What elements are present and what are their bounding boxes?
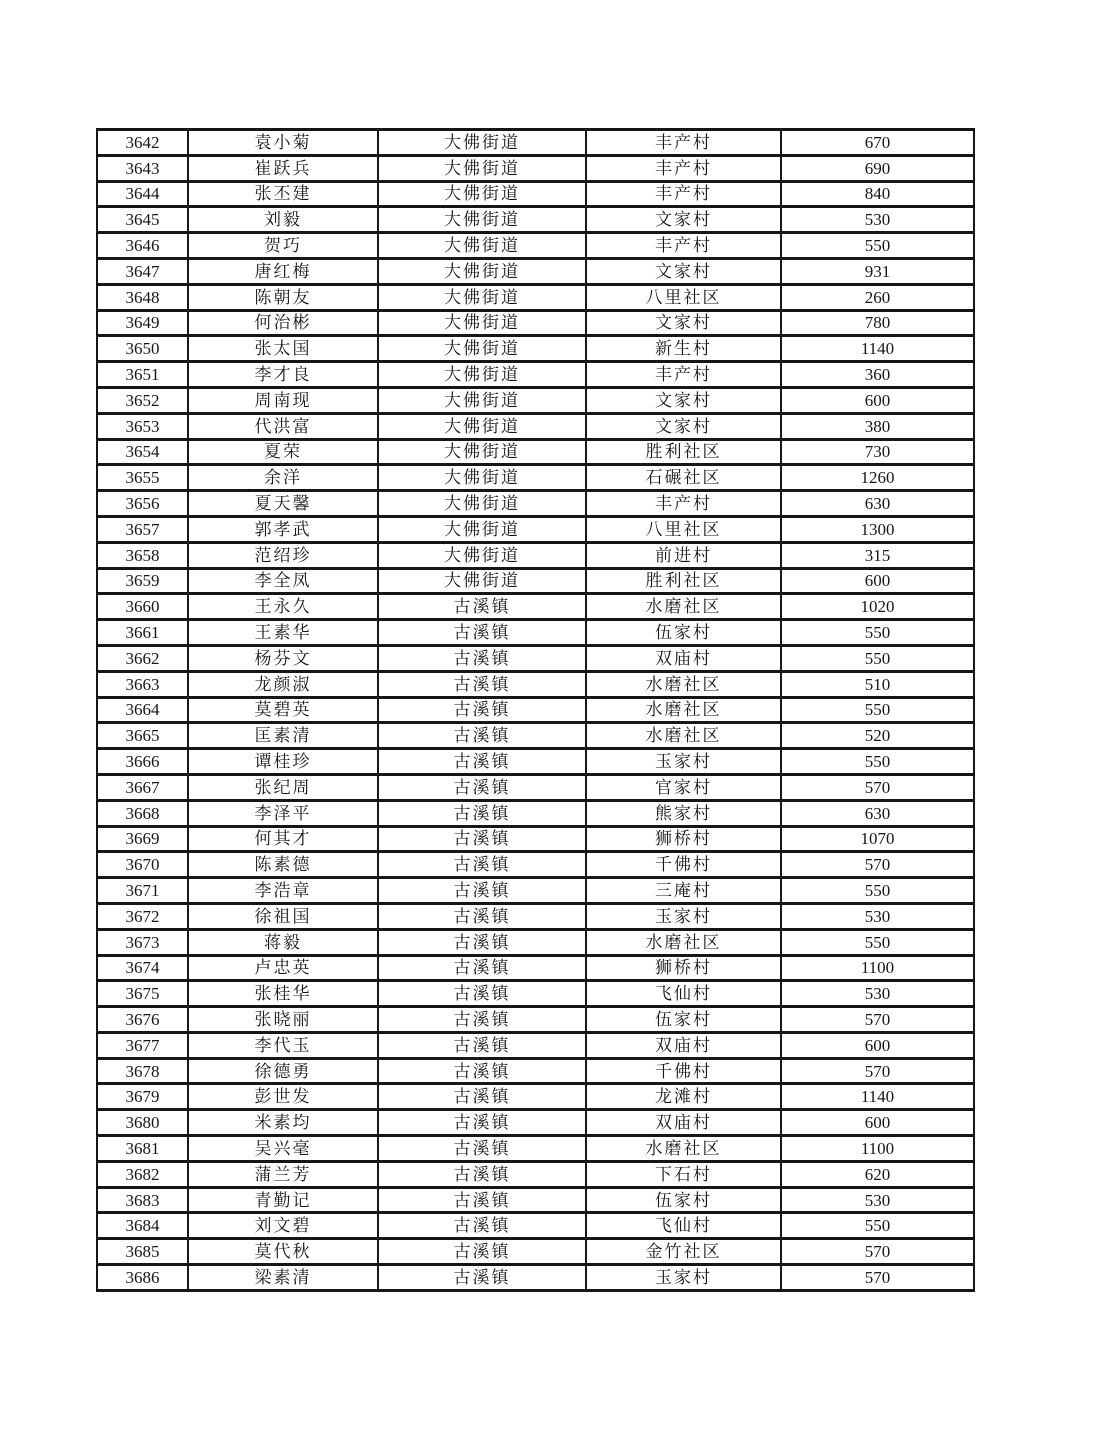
village-cell: 飞仙村 bbox=[586, 1213, 781, 1239]
amount-cell: 550 bbox=[781, 697, 974, 723]
amount-cell: 1020 bbox=[781, 594, 974, 620]
serial-cell: 3651 bbox=[97, 362, 188, 388]
village-cell: 水磨社区 bbox=[586, 594, 781, 620]
table-row bbox=[97, 233, 974, 259]
table-row bbox=[97, 284, 974, 310]
township-cell: 古溪镇 bbox=[378, 955, 586, 981]
village-cell: 伍家村 bbox=[586, 620, 781, 646]
table-row bbox=[97, 568, 974, 594]
person-name-cell: 徐德勇 bbox=[188, 1058, 378, 1084]
amount-cell: 1300 bbox=[781, 516, 974, 542]
person-name-cell: 李代玉 bbox=[188, 1032, 378, 1058]
amount-cell: 530 bbox=[781, 903, 974, 929]
serial-cell: 3664 bbox=[97, 697, 188, 723]
serial-cell: 3678 bbox=[97, 1058, 188, 1084]
table-row bbox=[97, 800, 974, 826]
amount-cell: 620 bbox=[781, 1161, 974, 1187]
table-row bbox=[97, 981, 974, 1007]
serial-cell: 3680 bbox=[97, 1110, 188, 1136]
person-name-cell: 何其才 bbox=[188, 826, 378, 852]
amount-cell: 570 bbox=[781, 1239, 974, 1265]
table-row bbox=[97, 1084, 974, 1110]
township-cell: 古溪镇 bbox=[378, 774, 586, 800]
table-row bbox=[97, 439, 974, 465]
serial-cell: 3674 bbox=[97, 955, 188, 981]
table-row bbox=[97, 362, 974, 388]
township-cell: 古溪镇 bbox=[378, 1084, 586, 1110]
serial-cell: 3650 bbox=[97, 336, 188, 362]
township-cell: 古溪镇 bbox=[378, 1161, 586, 1187]
village-cell: 水磨社区 bbox=[586, 671, 781, 697]
amount-cell: 550 bbox=[781, 645, 974, 671]
person-name-cell: 崔跃兵 bbox=[188, 155, 378, 181]
person-name-cell: 谭桂珍 bbox=[188, 749, 378, 775]
amount-cell: 1140 bbox=[781, 1084, 974, 1110]
table-row bbox=[97, 542, 974, 568]
person-name-cell: 张太国 bbox=[188, 336, 378, 362]
village-cell: 丰产村 bbox=[586, 233, 781, 259]
township-cell: 大佛街道 bbox=[378, 491, 586, 517]
village-cell: 丰产村 bbox=[586, 362, 781, 388]
serial-cell: 3671 bbox=[97, 878, 188, 904]
township-cell: 大佛街道 bbox=[378, 413, 586, 439]
person-name-cell: 张纪周 bbox=[188, 774, 378, 800]
table-row bbox=[97, 155, 974, 181]
village-cell: 三庵村 bbox=[586, 878, 781, 904]
amount-cell: 670 bbox=[781, 130, 974, 156]
amount-cell: 550 bbox=[781, 749, 974, 775]
township-cell: 大佛街道 bbox=[378, 181, 586, 207]
person-name-cell: 梁素清 bbox=[188, 1265, 378, 1291]
serial-cell: 3683 bbox=[97, 1187, 188, 1213]
table-row bbox=[97, 181, 974, 207]
village-cell: 玉家村 bbox=[586, 903, 781, 929]
amount-cell: 510 bbox=[781, 671, 974, 697]
person-name-cell: 吴兴毫 bbox=[188, 1136, 378, 1162]
amount-cell: 570 bbox=[781, 1265, 974, 1291]
person-name-cell: 郭孝武 bbox=[188, 516, 378, 542]
village-cell: 双庙村 bbox=[586, 1032, 781, 1058]
serial-cell: 3669 bbox=[97, 826, 188, 852]
village-cell: 文家村 bbox=[586, 387, 781, 413]
serial-cell: 3655 bbox=[97, 465, 188, 491]
village-cell: 狮桥村 bbox=[586, 826, 781, 852]
village-cell: 水磨社区 bbox=[586, 723, 781, 749]
serial-cell: 3643 bbox=[97, 155, 188, 181]
township-cell: 古溪镇 bbox=[378, 929, 586, 955]
township-cell: 大佛街道 bbox=[378, 336, 586, 362]
person-name-cell: 青勤记 bbox=[188, 1187, 378, 1213]
serial-cell: 3656 bbox=[97, 491, 188, 517]
person-name-cell: 夏天馨 bbox=[188, 491, 378, 517]
table-row bbox=[97, 878, 974, 904]
serial-cell: 3686 bbox=[97, 1265, 188, 1291]
amount-cell: 1260 bbox=[781, 465, 974, 491]
person-name-cell: 徐祖国 bbox=[188, 903, 378, 929]
township-cell: 古溪镇 bbox=[378, 1239, 586, 1265]
table-row bbox=[97, 594, 974, 620]
township-cell: 大佛街道 bbox=[378, 439, 586, 465]
serial-cell: 3676 bbox=[97, 1007, 188, 1033]
serial-cell: 3653 bbox=[97, 413, 188, 439]
table-row bbox=[97, 620, 974, 646]
table-row bbox=[97, 1213, 974, 1239]
village-cell: 千佛村 bbox=[586, 852, 781, 878]
table-row bbox=[97, 852, 974, 878]
township-cell: 古溪镇 bbox=[378, 1265, 586, 1291]
village-cell: 八里社区 bbox=[586, 284, 781, 310]
person-name-cell: 李浩章 bbox=[188, 878, 378, 904]
village-cell: 官家村 bbox=[586, 774, 781, 800]
village-cell: 丰产村 bbox=[586, 491, 781, 517]
serial-cell: 3645 bbox=[97, 207, 188, 233]
amount-cell: 1070 bbox=[781, 826, 974, 852]
table-row bbox=[97, 671, 974, 697]
township-cell: 古溪镇 bbox=[378, 1110, 586, 1136]
table-row bbox=[97, 749, 974, 775]
serial-cell: 3663 bbox=[97, 671, 188, 697]
table-row bbox=[97, 465, 974, 491]
person-name-cell: 夏荣 bbox=[188, 439, 378, 465]
table-row bbox=[97, 1187, 974, 1213]
table-row bbox=[97, 336, 974, 362]
village-cell: 下石村 bbox=[586, 1161, 781, 1187]
amount-cell: 570 bbox=[781, 852, 974, 878]
serial-cell: 3684 bbox=[97, 1213, 188, 1239]
table-row bbox=[97, 310, 974, 336]
township-cell: 大佛街道 bbox=[378, 207, 586, 233]
person-name-cell: 周南现 bbox=[188, 387, 378, 413]
person-name-cell: 张丕建 bbox=[188, 181, 378, 207]
village-cell: 胜利社区 bbox=[586, 568, 781, 594]
amount-cell: 570 bbox=[781, 1058, 974, 1084]
table-body bbox=[97, 130, 974, 1291]
serial-cell: 3648 bbox=[97, 284, 188, 310]
serial-cell: 3685 bbox=[97, 1239, 188, 1265]
serial-cell: 3681 bbox=[97, 1136, 188, 1162]
table-row bbox=[97, 929, 974, 955]
village-cell: 新生村 bbox=[586, 336, 781, 362]
township-cell: 大佛街道 bbox=[378, 465, 586, 491]
person-name-cell: 匡素清 bbox=[188, 723, 378, 749]
serial-cell: 3667 bbox=[97, 774, 188, 800]
township-cell: 大佛街道 bbox=[378, 542, 586, 568]
village-cell: 前进村 bbox=[586, 542, 781, 568]
amount-cell: 315 bbox=[781, 542, 974, 568]
township-cell: 古溪镇 bbox=[378, 1007, 586, 1033]
amount-cell: 600 bbox=[781, 568, 974, 594]
person-name-cell: 莫碧英 bbox=[188, 697, 378, 723]
township-cell: 大佛街道 bbox=[378, 362, 586, 388]
township-cell: 大佛街道 bbox=[378, 233, 586, 259]
serial-cell: 3652 bbox=[97, 387, 188, 413]
township-cell: 古溪镇 bbox=[378, 878, 586, 904]
person-name-cell: 刘毅 bbox=[188, 207, 378, 233]
person-name-cell: 蒋毅 bbox=[188, 929, 378, 955]
serial-cell: 3646 bbox=[97, 233, 188, 259]
township-cell: 古溪镇 bbox=[378, 1213, 586, 1239]
village-cell: 文家村 bbox=[586, 310, 781, 336]
amount-cell: 1140 bbox=[781, 336, 974, 362]
village-cell: 玉家村 bbox=[586, 749, 781, 775]
person-name-cell: 龙颜淑 bbox=[188, 671, 378, 697]
amount-cell: 730 bbox=[781, 439, 974, 465]
serial-cell: 3679 bbox=[97, 1084, 188, 1110]
table-row bbox=[97, 130, 974, 156]
village-cell: 丰产村 bbox=[586, 130, 781, 156]
person-name-cell: 余洋 bbox=[188, 465, 378, 491]
township-cell: 古溪镇 bbox=[378, 1187, 586, 1213]
table-row bbox=[97, 387, 974, 413]
table-row bbox=[97, 723, 974, 749]
amount-cell: 520 bbox=[781, 723, 974, 749]
person-name-cell: 何治彬 bbox=[188, 310, 378, 336]
village-cell: 文家村 bbox=[586, 413, 781, 439]
village-cell: 八里社区 bbox=[586, 516, 781, 542]
village-cell: 金竹社区 bbox=[586, 1239, 781, 1265]
township-cell: 大佛街道 bbox=[378, 258, 586, 284]
township-cell: 古溪镇 bbox=[378, 826, 586, 852]
township-cell: 古溪镇 bbox=[378, 981, 586, 1007]
serial-cell: 3654 bbox=[97, 439, 188, 465]
person-name-cell: 蒲兰芳 bbox=[188, 1161, 378, 1187]
township-cell: 大佛街道 bbox=[378, 568, 586, 594]
amount-cell: 600 bbox=[781, 1032, 974, 1058]
township-cell: 大佛街道 bbox=[378, 155, 586, 181]
serial-cell: 3672 bbox=[97, 903, 188, 929]
table-row bbox=[97, 516, 974, 542]
village-cell: 文家村 bbox=[586, 207, 781, 233]
serial-cell: 3662 bbox=[97, 645, 188, 671]
table-row bbox=[97, 697, 974, 723]
village-cell: 丰产村 bbox=[586, 155, 781, 181]
person-name-cell: 彭世发 bbox=[188, 1084, 378, 1110]
person-name-cell: 陈朝友 bbox=[188, 284, 378, 310]
amount-cell: 840 bbox=[781, 181, 974, 207]
township-cell: 古溪镇 bbox=[378, 800, 586, 826]
person-name-cell: 王素华 bbox=[188, 620, 378, 646]
table-row bbox=[97, 1161, 974, 1187]
amount-cell: 931 bbox=[781, 258, 974, 284]
person-name-cell: 米素均 bbox=[188, 1110, 378, 1136]
amount-cell: 380 bbox=[781, 413, 974, 439]
amount-cell: 530 bbox=[781, 207, 974, 233]
township-cell: 古溪镇 bbox=[378, 1058, 586, 1084]
person-name-cell: 袁小菊 bbox=[188, 130, 378, 156]
person-name-cell: 王永久 bbox=[188, 594, 378, 620]
township-cell: 古溪镇 bbox=[378, 749, 586, 775]
village-cell: 水磨社区 bbox=[586, 929, 781, 955]
serial-cell: 3665 bbox=[97, 723, 188, 749]
table-row bbox=[97, 207, 974, 233]
township-cell: 古溪镇 bbox=[378, 1136, 586, 1162]
village-cell: 石碾社区 bbox=[586, 465, 781, 491]
serial-cell: 3682 bbox=[97, 1161, 188, 1187]
amount-cell: 1100 bbox=[781, 955, 974, 981]
table-row bbox=[97, 645, 974, 671]
village-cell: 丰产村 bbox=[586, 181, 781, 207]
township-cell: 大佛街道 bbox=[378, 130, 586, 156]
person-name-cell: 贺巧 bbox=[188, 233, 378, 259]
township-cell: 古溪镇 bbox=[378, 903, 586, 929]
township-cell: 古溪镇 bbox=[378, 620, 586, 646]
amount-cell: 600 bbox=[781, 1110, 974, 1136]
village-cell: 飞仙村 bbox=[586, 981, 781, 1007]
table-row bbox=[97, 1058, 974, 1084]
serial-cell: 3647 bbox=[97, 258, 188, 284]
village-cell: 千佛村 bbox=[586, 1058, 781, 1084]
village-cell: 龙滩村 bbox=[586, 1084, 781, 1110]
serial-cell: 3644 bbox=[97, 181, 188, 207]
table-row bbox=[97, 413, 974, 439]
person-name-cell: 唐红梅 bbox=[188, 258, 378, 284]
person-name-cell: 陈素德 bbox=[188, 852, 378, 878]
serial-cell: 3668 bbox=[97, 800, 188, 826]
table-row bbox=[97, 1007, 974, 1033]
township-cell: 古溪镇 bbox=[378, 852, 586, 878]
township-cell: 古溪镇 bbox=[378, 671, 586, 697]
village-cell: 双庙村 bbox=[586, 1110, 781, 1136]
amount-cell: 1100 bbox=[781, 1136, 974, 1162]
amount-cell: 550 bbox=[781, 878, 974, 904]
person-name-cell: 李全凤 bbox=[188, 568, 378, 594]
table-row bbox=[97, 1032, 974, 1058]
table-row bbox=[97, 258, 974, 284]
township-cell: 大佛街道 bbox=[378, 516, 586, 542]
serial-cell: 3666 bbox=[97, 749, 188, 775]
person-name-cell: 李才良 bbox=[188, 362, 378, 388]
person-name-cell: 卢忠英 bbox=[188, 955, 378, 981]
serial-cell: 3673 bbox=[97, 929, 188, 955]
person-name-cell: 张晓丽 bbox=[188, 1007, 378, 1033]
amount-cell: 530 bbox=[781, 981, 974, 1007]
table-row bbox=[97, 1265, 974, 1291]
serial-cell: 3660 bbox=[97, 594, 188, 620]
township-cell: 古溪镇 bbox=[378, 645, 586, 671]
roster-table bbox=[96, 128, 975, 1292]
amount-cell: 550 bbox=[781, 233, 974, 259]
village-cell: 玉家村 bbox=[586, 1265, 781, 1291]
person-name-cell: 代洪富 bbox=[188, 413, 378, 439]
serial-cell: 3658 bbox=[97, 542, 188, 568]
amount-cell: 530 bbox=[781, 1187, 974, 1213]
township-cell: 古溪镇 bbox=[378, 594, 586, 620]
township-cell: 古溪镇 bbox=[378, 697, 586, 723]
amount-cell: 360 bbox=[781, 362, 974, 388]
serial-cell: 3661 bbox=[97, 620, 188, 646]
amount-cell: 570 bbox=[781, 774, 974, 800]
village-cell: 伍家村 bbox=[586, 1007, 781, 1033]
amount-cell: 570 bbox=[781, 1007, 974, 1033]
table-row bbox=[97, 491, 974, 517]
table-row bbox=[97, 826, 974, 852]
amount-cell: 630 bbox=[781, 800, 974, 826]
amount-cell: 550 bbox=[781, 1213, 974, 1239]
serial-cell: 3657 bbox=[97, 516, 188, 542]
township-cell: 大佛街道 bbox=[378, 387, 586, 413]
table-row bbox=[97, 955, 974, 981]
amount-cell: 550 bbox=[781, 929, 974, 955]
township-cell: 古溪镇 bbox=[378, 1032, 586, 1058]
village-cell: 伍家村 bbox=[586, 1187, 781, 1213]
village-cell: 双庙村 bbox=[586, 645, 781, 671]
village-cell: 水磨社区 bbox=[586, 1136, 781, 1162]
village-cell: 文家村 bbox=[586, 258, 781, 284]
table-row bbox=[97, 1239, 974, 1265]
township-cell: 古溪镇 bbox=[378, 723, 586, 749]
serial-cell: 3677 bbox=[97, 1032, 188, 1058]
person-name-cell: 刘文碧 bbox=[188, 1213, 378, 1239]
serial-cell: 3642 bbox=[97, 130, 188, 156]
township-cell: 大佛街道 bbox=[378, 310, 586, 336]
person-name-cell: 李泽平 bbox=[188, 800, 378, 826]
village-cell: 胜利社区 bbox=[586, 439, 781, 465]
person-name-cell: 莫代秋 bbox=[188, 1239, 378, 1265]
serial-cell: 3649 bbox=[97, 310, 188, 336]
person-name-cell: 范绍珍 bbox=[188, 542, 378, 568]
serial-cell: 3670 bbox=[97, 852, 188, 878]
table-row bbox=[97, 1110, 974, 1136]
table-row bbox=[97, 1136, 974, 1162]
amount-cell: 260 bbox=[781, 284, 974, 310]
serial-cell: 3659 bbox=[97, 568, 188, 594]
amount-cell: 600 bbox=[781, 387, 974, 413]
township-cell: 大佛街道 bbox=[378, 284, 586, 310]
person-name-cell: 杨芬文 bbox=[188, 645, 378, 671]
table-row bbox=[97, 903, 974, 929]
village-cell: 水磨社区 bbox=[586, 697, 781, 723]
amount-cell: 690 bbox=[781, 155, 974, 181]
village-cell: 熊家村 bbox=[586, 800, 781, 826]
amount-cell: 630 bbox=[781, 491, 974, 517]
person-name-cell: 张桂华 bbox=[188, 981, 378, 1007]
serial-cell: 3675 bbox=[97, 981, 188, 1007]
amount-cell: 550 bbox=[781, 620, 974, 646]
amount-cell: 780 bbox=[781, 310, 974, 336]
table-row bbox=[97, 774, 974, 800]
village-cell: 狮桥村 bbox=[586, 955, 781, 981]
